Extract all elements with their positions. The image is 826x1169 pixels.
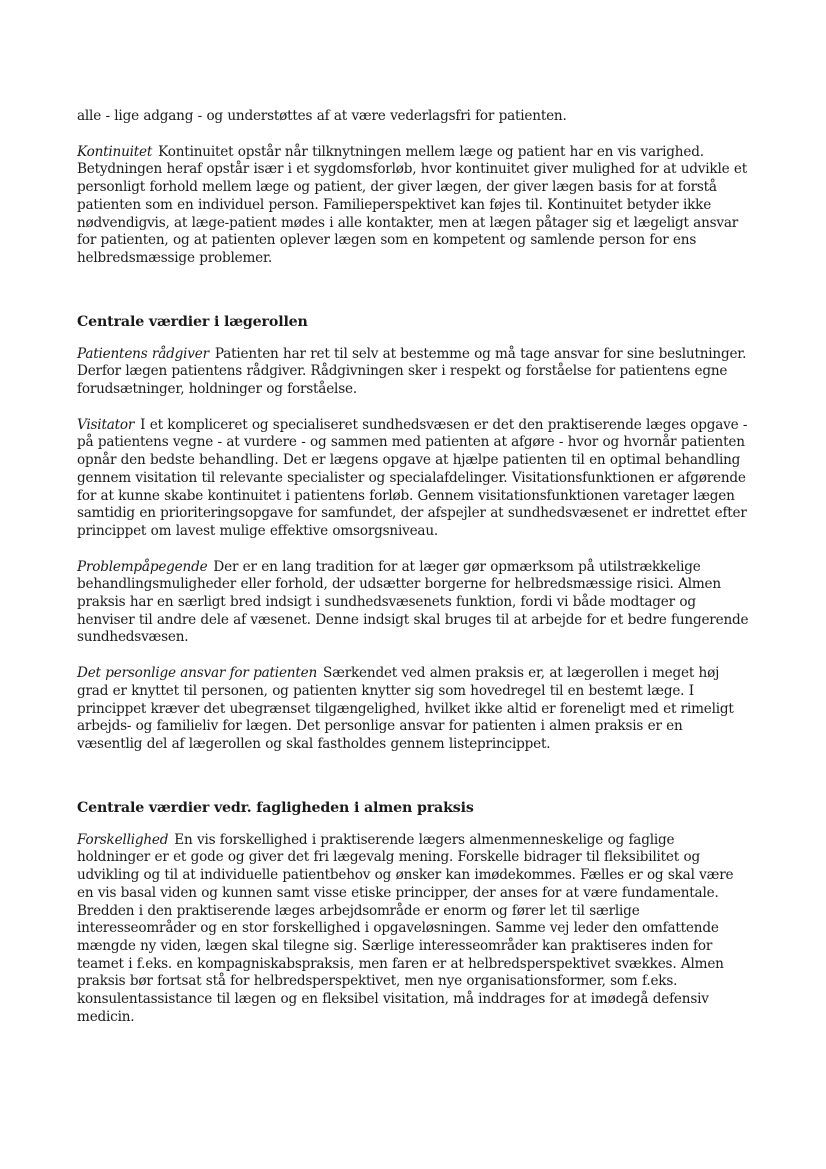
paragraph-kontinuitet bbox=[77, 144, 749, 268]
term-visitator: Visitator bbox=[77, 416, 135, 433]
term-forskellighed: Forskellighed bbox=[77, 831, 169, 848]
term-personlige-ansvar: Det personlige ansvar for patienten bbox=[77, 665, 318, 682]
section-heading-laegerollen: Centrale værdier i lægerollen bbox=[77, 313, 308, 330]
paragraph-forskellighed bbox=[77, 832, 749, 1027]
term-kontinuitet: Kontinuitet bbox=[77, 143, 153, 160]
intro-paragraph: alle - lige adgang - og understøttes af at være vederlagsfri for patienten. bbox=[77, 108, 567, 124]
paragraph-patientens-raadgiver bbox=[77, 346, 749, 399]
term-problempaapegende: Problempåpegende bbox=[77, 558, 208, 575]
text-kontinuitet: Kontinuitet opstår når tilknytningen mellem læge og patient har en vis varighed. Betydningen heraf opstår især i et sygdomsforløb, hvor kontinuitet giver mulighed for at udvikle et personligt forhold mellem læge og patient, der giver lægen, der giver lægen basis for at forstå patienten som en individuel person. Familieperspektivet kan føjes til. Kontinuitet betyder ikke nødvendigvis, at læge-patient mødes i alle kontakter, men at lægen påtager sig et lægeligt ansvar for patienten, og at patienten oplever lægen som en kompetent og samlende person for ens helbredsmæssige problemer. bbox=[77, 143, 747, 266]
paragraph-visitator bbox=[77, 417, 749, 541]
text-personlige-ansvar: Særkendet ved almen praksis er, at lægerollen i meget høj grad er knyttet til personen, og patienten knytter sig som hovedregel til en bestemt læge. I princippet kræver det ubegrænset tilgængelighed, hvilket ikke altid er foreneligt med et rimeligt arbejds- og familieliv for lægen. Det personlige ansvar for patienten i almen praksis er en væsentlig del af lægerollen og skal fastholdes gennem listeprincippet. bbox=[77, 665, 734, 752]
term-patientens-raadgiver: Patientens rådgiver bbox=[77, 345, 209, 362]
document-body bbox=[77, 108, 749, 1026]
paragraph-problempaapegende bbox=[77, 559, 749, 648]
text-visitator: I et kompliceret og specialiseret sundhedsvæsen er det den praktiserende læges opgave - på patientens vegne - at vurdere - og sammen med patienten at afgøre - hvor og hvornår patienten opnår den bedste behandling. Det er lægens opgave at hjælpe patienten til en optimal behandling gennem visitation til relevante specialister og specialafdelinger. Visitationsfunktionen er afgørende for at kunne skabe kontinuitet i patientens forløb. Gennem visitationsfunktionen varetager lægen samtidig en prioriteringsopgave for samfundet, der afspejler at sundhedsvæsenet er indrettet efter princippet om lavest mulige effektive omsorgsniveau. bbox=[77, 416, 748, 539]
text-patientens-raadgiver: Patienten har ret til selv at bestemme og må tage ansvar for sine beslutninger. Derfor lægen patientens rådgiver. Rådgivningen sker i respekt og forståelse for patientens egne forudsætninger, holdninger og forståelse. bbox=[77, 345, 747, 398]
text-forskellighed: En vis forskellighed i praktiserende lægers almenmenneskelige og faglige holdninger er et gode og giver det fri lægevalg mening. Forskelle bidrager til fleksibilitet og udvikling og til at individuelle patientbehov og ønsker kan imødekommes. Fælles er og skal være en vis basal viden og kunnen samt visse etiske principper, der anses for at være fundamentale. Bredden i den praktiserende læges arbejdsområde er enorm og fører let til særlige interesseområder og en stor forskellighed i opgaveløsningen. Samme vej leder den omfattende mængde ny viden, lægen skal tilegne sig. Særlige interesseområder kan praktiseres inden for teamet i f.eks. en kompagniskabspraksis, men faren er at helbredsperspektivet svækkes. Almen praksis bør fortsat stå for helbredsperspektivet, men nye organisationsformer, som f.eks. konsulentassistance til lægen og en fleksibel visitation, må inddrages for at imødegå defensiv medicin. bbox=[77, 831, 734, 1025]
paragraph-personlige-ansvar bbox=[77, 665, 749, 754]
section-heading-fagligheden: Centrale værdier vedr. fagligheden i almen praksis bbox=[77, 799, 474, 816]
text-problempaapegende: Der er en lang tradition for at læger gør opmærksom på utilstrækkelige behandlingsmuligheder eller forhold, der udsætter borgerne for helbredsmæssige risici. Almen praksis har en særligt bred indsigt i sundhedsvæsenets funktion, fordi vi både modtager og henviser til andre dele af væsenet. Denne indsigt skal bruges til at arbejde for et bedre fungerende sundhedsvæsen. bbox=[77, 558, 749, 646]
